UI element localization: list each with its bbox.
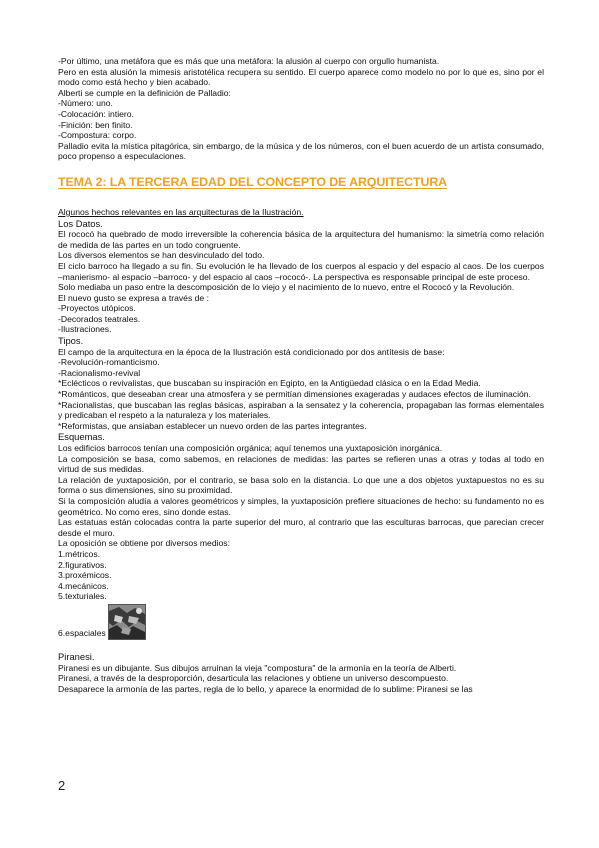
piranesi-line: Piranesi es un dibujante. Sus dibujos arruinan la vieja "compostura" de la armonía en la teoría de Alberti. (58, 662, 457, 673)
intro-line: -Por último, una metáfora que es más que una metáfora: la alusión al cuerpo con orgullo humanista. (58, 56, 440, 66)
piranesi-line: Desaparece la armonía de las partes, regla de lo bello, y aparece la enormidad de lo sublime: Piranesi se las (58, 683, 473, 694)
datos-line: -Proyectos utópicos. (58, 303, 136, 314)
esquemas-list-item: 5.texturiales. (58, 591, 107, 602)
esquemas-line: Si la composición aludía a valores geométricos y simples, la yuxtaposición prefiere situaciones de hecho: su fundamento no es geométrico. No como eres, sino donde estas. (58, 495, 544, 517)
tipos-line: El campo de la arquitectura en la época de la Ilustración está condicionado por dos antítesis de base: (58, 346, 445, 357)
datos-line: El ciclo barroco ha llegado a su fin. Su evolución le ha llevado de los cuerpos al espacio y del espacio al caos. De los cuerpos –manierismo- al espacio –barroco- y del espacio al caos –rococó-. La perspectiva es responsable principal de este proceso. (58, 260, 544, 282)
intro-line: -Compostura: corpo. (58, 130, 137, 141)
esquemas-section (58, 431, 544, 640)
intro-line: Alberti se cumple en la definición de Palladio: (58, 87, 231, 98)
section-heading: TEMA 2: LA TERCERA EDAD DEL CONCEPTO DE ARQUITECTURA (58, 174, 448, 189)
piranesi-section (58, 651, 544, 694)
datos-line: -Ilustraciones. (58, 324, 112, 335)
page-number: 2 (58, 778, 66, 793)
datos-line: El nuevo gusto se expresa a través de : (58, 292, 209, 303)
datos-line: -Decorados teatrales. (58, 313, 141, 324)
esquemas-line: La oposición se obtiene por diversos medios: (58, 538, 230, 549)
tipos-line: -Racionalismo-revival (58, 367, 141, 378)
esquemas-list-item: 3.proxémicos. (58, 570, 112, 581)
esquemas-line: Los edificios barrocos tenían una composición orgánica; aquí tenemos una yuxtaposición inorgánica. (58, 443, 443, 453)
esquemas-line: La relación de yuxtaposición, por el contrario, se basa solo en la distancia. Lo que une a dos objetos yuxtapuestos no es su forma o sus dimensiones, sino su proximidad. (58, 474, 544, 496)
subheading: Algunos hechos relevantes en las arquitecturas de la Ilustración. (58, 206, 304, 217)
intro-line: Pero en esta alusión la mimesis aristotélica recupera su sentido. El cuerpo aparece como modelo no por lo que es, sino por el modo como está hecho y bien acabado. (58, 66, 544, 88)
esquemas-label: Esquemas. (58, 431, 105, 443)
esquemas-line: Las estatuas están colocadas contra la parte superior del muro, al contrario que las esculturas barrocas, que parecian crecer desde el muro. (58, 517, 544, 538)
datos-line: El rococó ha quebrado de modo irreversible la coherencia básica de la arquitectura del humanismo: la simetría como relación de medida de las partes en un todo congruente. (58, 229, 544, 250)
section-spacer (58, 640, 544, 651)
tipos-line: *Románticos, que deseaban crear una atmosfera y se permitían dimensiones exageradas y audaces efectos de iluminación. (58, 389, 531, 400)
espaciales-row (58, 604, 544, 640)
tipos-label: Tipos. (58, 335, 84, 347)
tipos-section (58, 335, 544, 431)
page-content (58, 56, 544, 694)
esquemas-list-item: 6.espaciales (58, 628, 106, 639)
esquemas-list-item: 4.mecánicos. (58, 580, 109, 591)
tipos-line: *Reformistas, que ansiaban establecer un nuevo orden de las partes integrantes. (58, 420, 367, 431)
datos-section (58, 218, 544, 336)
engraving-thumbnail (108, 604, 146, 640)
intro-line: Palladio evita la mística pitagórica, sin embargo, de la música y de los números, con el buen acuerdo de un artista consumado, poco propenso a especulaciones. (58, 140, 544, 162)
esquemas-list-item: 1.métricos. (58, 548, 101, 559)
tipos-line: -Revolución-romanticismo. (58, 357, 160, 368)
piranesi-line: Piranesi, a través de la desproporción, desarticula las relaciones y obtiene un universo descompuesto. (58, 673, 449, 684)
datos-line: Solo mediaba un paso entre la descomposición de lo viejo y el nacimiento de lo nuevo, entre el Rococó y la Revolución. (58, 282, 515, 293)
piranesi-label: Piranesi. (58, 650, 95, 662)
esquemas-line: La composición se basa, como sabemos, en relaciones de medidas: las partes se refieren unas a otras y todas al todo en virtud de sus medidas. (58, 453, 544, 475)
intro-line: -Finición: ben finito. (58, 119, 133, 130)
datos-label: Los Datos. (58, 217, 103, 229)
intro-line: -Colocación: intiero. (58, 108, 134, 119)
tipos-line: *Racionalistas, que buscaban las reglas básicas, aspiraban a la sensatez y la coherencia, propagaban las formas elementales y predicaban el respeto a la naturaleza y los materiales. (58, 399, 544, 421)
datos-line: Los diversos elementos se han desvinculado del todo. (58, 250, 265, 261)
intro-section (58, 56, 544, 162)
esquemas-list-item: 2.figurativos. (58, 559, 107, 570)
intro-line: -Número: uno. (58, 98, 113, 109)
tipos-line: *Eclécticos o revivalistas, que buscaban su inspiración en Egipto, en la Antigüedad clásica o en la Edad Media. (58, 378, 481, 389)
